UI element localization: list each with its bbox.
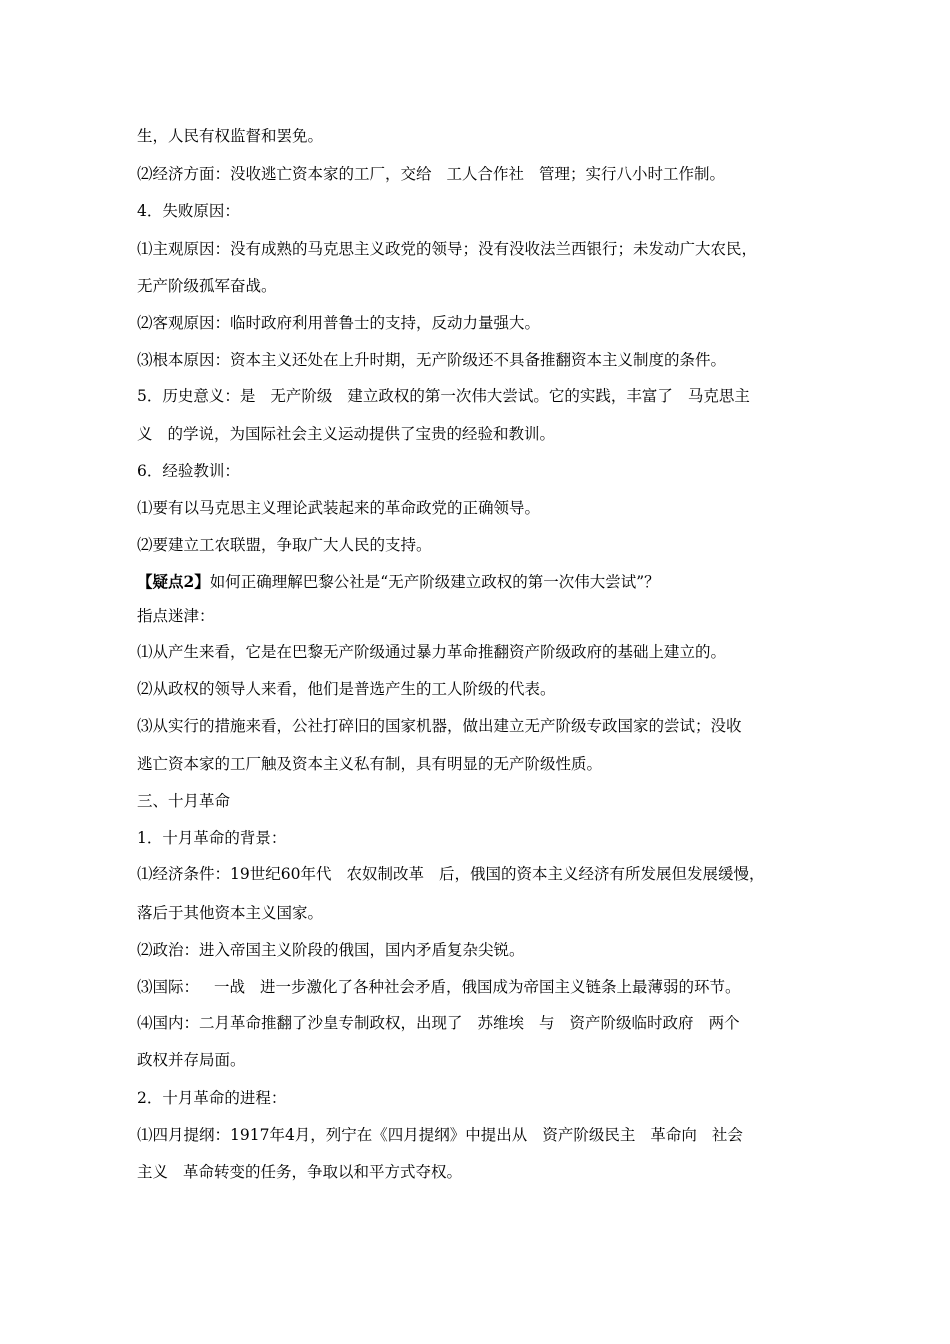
fill-blank-answer: 无产阶级 (270, 387, 333, 405)
text-line: 义 的学说，为国际社会主义运动提供了宝贵的经验和教训。 (137, 425, 556, 443)
text-line: ⑶根本原因：资本主义还处在上升时期，无产阶级还不具备推翻资本主义制度的条件。 (137, 351, 727, 369)
fill-blank-answer: 资产阶级临时政府 (569, 1014, 694, 1032)
fill-blank-answer: 马克思主 (687, 387, 750, 405)
text-line: ⑶国际： 一战 进一步激化了各种社会矛盾，俄国成为帝国主义链条上最薄弱的环节。 (137, 978, 741, 996)
text-line: ⑴要有以马克思主义理论武装起来的革命政党的正确领导。 (137, 499, 541, 517)
text-line: ⑴从产生来看，它是在巴黎无产阶级通过暴力革命推翻资产阶级政府的基础上建立的。 (137, 643, 727, 661)
fill-blank-answer: 工人合作社 (446, 165, 525, 183)
text-line: 5．历史意义：是 无产阶级 建立政权的第一次伟大尝试。它的实践，丰富了 马克思主 (137, 387, 750, 405)
text-line: 无产阶级孤军奋战。 (137, 277, 277, 295)
fill-blank-answer: 农奴制改革 (346, 865, 424, 883)
text-line: ⑴四月提纲：1917年4月，列宁在《四月提纲》中提出从 资产阶级民主 革命向 社会 (137, 1126, 743, 1144)
text-line: ⑵要建立工农联盟，争取广大人民的支持。 (137, 536, 432, 554)
text-line: 生，人民有权监督和罢免。 (137, 127, 324, 145)
section-heading: 指点迷津： (137, 607, 215, 625)
text-line: ⑶从实行的措施来看，公社打碎旧的国家机器，做出建立无产阶级专政国家的尝试；没收 (137, 717, 742, 735)
fill-blank-answer: 主义 (137, 1163, 169, 1181)
question-tag: 【疑点2】 (137, 572, 210, 591)
fill-blank-answer: 一战 (214, 978, 246, 996)
text-line: ⑴经济条件：19世纪60年代 农奴制改革 后，俄国的资本主义经济有所发展但发展缓慢， (137, 865, 765, 883)
text-line: 落后于其他资本主义国家。 (137, 904, 324, 922)
text-line: ⑵客观原因：临时政府利用普鲁士的支持，反动力量强大。 (137, 314, 541, 332)
fill-blank-answer: 苏维埃 (477, 1014, 525, 1032)
section-heading: 6．经验教训： (137, 462, 240, 480)
section-heading: 1．十月革命的背景： (137, 829, 287, 847)
text-line: 逃亡资本家的工厂触及资本主义私有制，具有明显的无产阶级性质。 (137, 755, 603, 773)
section-heading: 2．十月革命的进程： (137, 1089, 287, 1107)
question-heading: 【疑点2】如何正确理解巴黎公社是“无产阶级建立政权的第一次伟大尝试”？ (137, 572, 660, 591)
fill-blank-answer: 资产阶级民主 (542, 1126, 636, 1144)
text-line: ⑵从政权的领导人来看，他们是普选产生的工人阶级的代表。 (137, 680, 556, 698)
section-heading: 4．失败原因： (137, 202, 240, 220)
fill-blank-answer: 社会 (711, 1126, 743, 1144)
text-line: 政权并存局面。 (137, 1051, 246, 1069)
text-line: 主义 革命转变的任务，争取以和平方式夺权。 (137, 1163, 463, 1181)
text-line: ⑵经济方面：没收逃亡资本家的工厂，交给 工人合作社 管理；实行八小时工作制。 (137, 165, 726, 183)
fill-blank-answer: 义 (137, 425, 153, 443)
text-line: ⑴主观原因：没有成熟的马克思主义政党的领导；没有没收法兰西银行；未发动广大农民， (137, 240, 758, 258)
text-line: ⑷国内：二月革命推翻了沙皇专制政权，出现了 苏维埃 与 资产阶级临时政府 两个 (137, 1014, 740, 1032)
section-heading: 三、十月革命 (137, 792, 231, 810)
text-line: ⑵政治：进入帝国主义阶段的俄国，国内矛盾复杂尖锐。 (137, 941, 525, 959)
